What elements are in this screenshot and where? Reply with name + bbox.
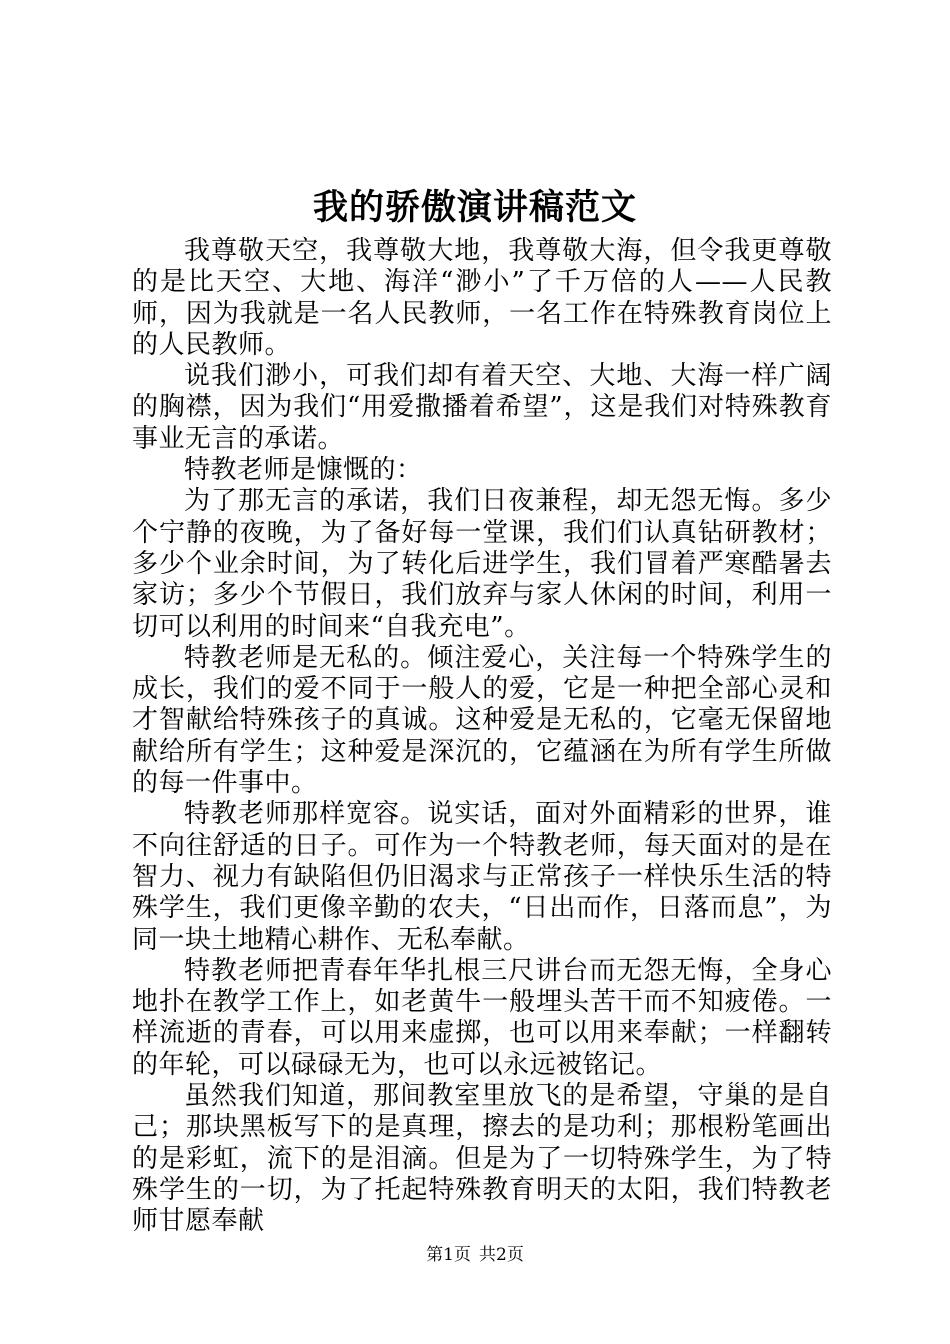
paragraph: 特教老师把青春年华扎根三尺讲台而无怨无悔，全身心地扑在教学工作上，如老黄牛一般埋头苦干而不知疲倦。一样流逝的青春，可以用来虚掷，也可以用来奉献；一样翻转的年轮，可以碌碌无为，也可以永远被铭记。 xyxy=(132,955,832,1080)
paragraph: 特教老师是无私的。倾注爱心，关注每一个特殊学生的成长，我们的爱不同于一般人的爱，它是一种把全部心灵和才智献给特殊孩子的真诚。这种爱是无私的，它毫无保留地献给所有学生；这种爱是深沉的，它蕴涵在为所有学生所做的每一件事中。 xyxy=(132,642,832,799)
page-footer xyxy=(0,1244,950,1266)
document-title: 我的骄傲演讲稿范文 xyxy=(312,187,637,228)
page-number: 第1页 xyxy=(426,1245,471,1265)
document-body xyxy=(132,236,832,1238)
paragraph: 我尊敬天空，我尊敬大地，我尊敬大海，但令我更尊敬的是比天空、大地、海洋“渺小”了千万倍的人——人民教师，因为我就是一名人民教师，一名工作在特殊教育岗位上的人民教师。 xyxy=(132,236,832,360)
paragraph: 说我们渺小，可我们却有着天空、大地、大海一样广阔的胸襟，因为我们“用爱撒播着希望”，这是我们对特殊教育事业无言的承诺。 xyxy=(132,361,832,454)
page-total: 共2页 xyxy=(479,1245,524,1265)
paragraph: 虽然我们知道，那间教室里放飞的是希望，守巢的是自己；那块黑板写下的是真理，擦去的是功利；那根粉笔画出的是彩虹，流下的是泪滴。但是为了一切特殊学生，为了特殊学生的一切，为了托起特殊教育明天的太阳，我们特教老师甘愿奉献 xyxy=(132,1081,832,1237)
paragraph: 特教老师是慷慨的： xyxy=(184,455,423,486)
paragraph: 特教老师那样宽容。说实话，面对外面精彩的世界，谁不向往舒适的日子。可作为一个特教老师，每天面对的是在智力、视力有缺陷但仍旧渴求与正常孩子一样快乐生活的特殊学生，我们更像辛勤的农夫，“日出而作，日落而息”，为同一块土地精心耕作、无私奉献。 xyxy=(132,799,832,955)
paragraph: 为了那无言的承诺，我们日夜兼程，却无怨无悔。多少个宁静的夜晚，为了备好每一堂课，我们们认真钻研教材；多少个业余时间，为了转化后进学生，我们冒着严寒酷暑去家访；多少个节假日，我们放弃与家人休闲的时间，利用一切可以利用的时间来“自我充电”。 xyxy=(132,486,832,642)
